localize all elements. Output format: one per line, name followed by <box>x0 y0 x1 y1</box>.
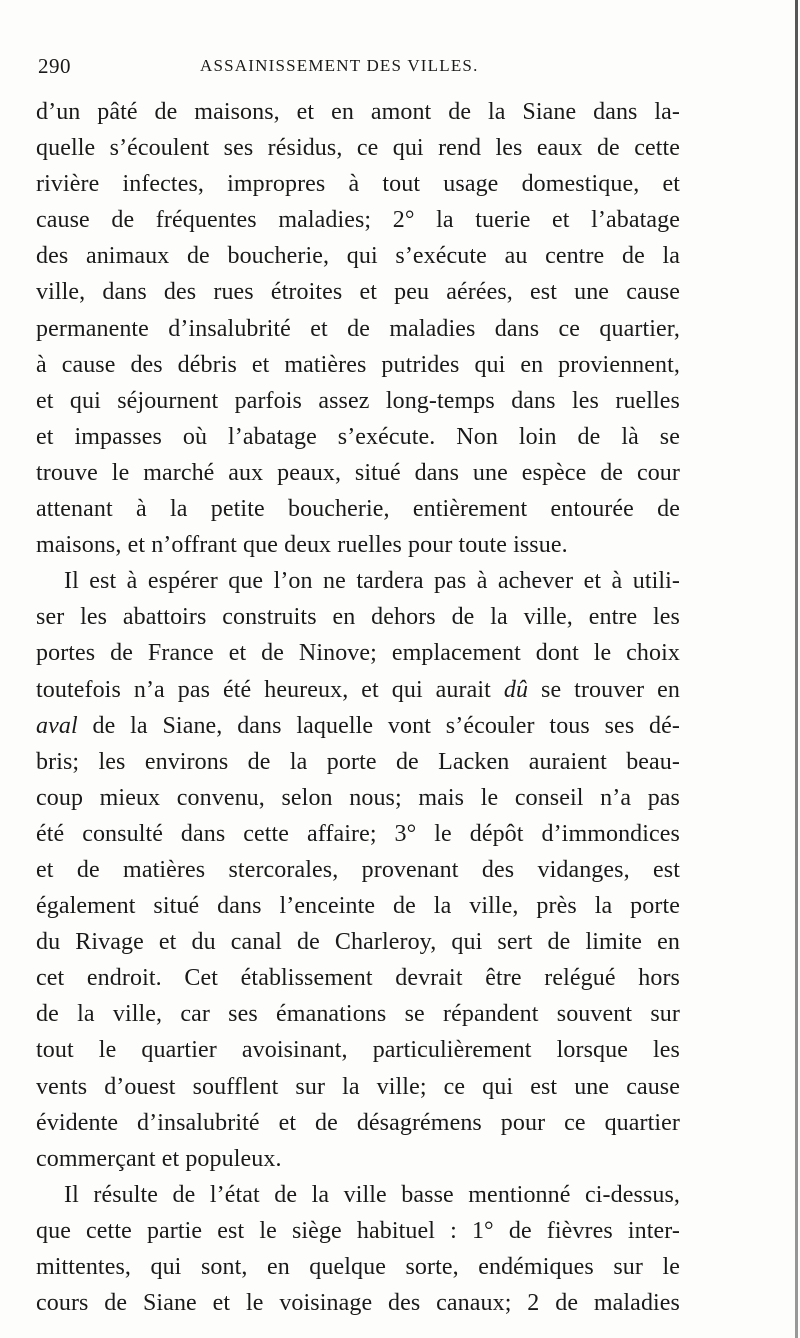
text-line: été consulté dans cette affaire; 3° le dépôt d’immondices <box>36 820 680 847</box>
text-line-with-italic <box>36 708 680 744</box>
paragraph-end-line: commerçant et populeux. <box>36 1145 282 1172</box>
text-line: cause de fréquentes maladies; 2° la tuerie et l’abatage <box>36 207 680 234</box>
text-line: de la ville, car ses émanations se répandent souvent sur <box>36 1001 680 1028</box>
text-line: que cette partie est le siège habituel : 1° de fièvres inter- <box>36 1217 680 1244</box>
line-text-post: de la Siane, dans laquelle vont s’écouler tous ses dé- <box>77 712 680 739</box>
running-title: ASSAINISSEMENT DES VILLES. <box>200 56 479 75</box>
text-line: des animaux de boucherie, qui s’exécute au centre de la <box>36 243 680 270</box>
text-line: permanente d’insalubrité et de maladies dans ce quartier, <box>36 315 680 342</box>
text-line: quelle s’écoulent ses résidus, ce qui rend les eaux de cette <box>36 135 680 162</box>
text-line-with-italic <box>36 672 680 708</box>
text-line: et qui séjournent parfois assez long-temps dans les ruelles <box>36 387 680 414</box>
text-line: bris; les environs de la porte de Lacken auraient beau- <box>36 748 680 775</box>
text-line: tout le quartier avoisinant, particulièrement lorsque les <box>36 1037 680 1064</box>
page-header <box>38 54 678 90</box>
text-line: à cause des débris et matières putrides qui en proviennent, <box>36 351 680 378</box>
italic-word: aval <box>36 712 78 739</box>
body-text <box>36 94 680 1321</box>
text-line: ville, dans des rues étroites et peu aérées, est une cause <box>36 279 680 306</box>
text-line: évidente d’insalubrité et de désagrémens pour ce quartier <box>36 1109 680 1136</box>
text-line: portes de France et de Ninove; emplacement dont le choix <box>36 640 680 667</box>
text-line: coup mieux convenu, selon nous; mais le conseil n’a pas <box>36 784 680 811</box>
text-line: trouve le marché aux peaux, situé dans une espèce de cour <box>36 459 680 486</box>
text-line: attenant à la petite boucherie, entièrement entourée de <box>36 496 680 523</box>
text-line: cours de Siane et le voisinage des canaux; 2 de maladies <box>36 1290 680 1317</box>
page-edge-shadow <box>795 0 798 1338</box>
text-line: cet endroit. Cet établissement devrait être relégué hors <box>36 965 680 992</box>
text-line: vents d’ouest soufflent sur la ville; ce qui est une cause <box>36 1073 680 1100</box>
text-line: et impasses où l’abatage s’exécute. Non loin de là se <box>36 423 680 450</box>
text-line: d’un pâté de maisons, et en amont de la Siane dans la- <box>36 99 680 125</box>
page-number: 290 <box>38 54 71 78</box>
text-line: mittentes, qui sont, en quelque sorte, endémiques sur le <box>36 1254 680 1280</box>
text-line: ser les abattoirs construits en dehors de la ville, entre les <box>36 604 680 631</box>
text-line: rivière infectes, impropres à tout usage domestique, et <box>36 171 680 198</box>
text-line: du Rivage et du canal de Charleroy, qui sert de limite en <box>36 929 680 956</box>
text-line: et de matières stercorales, provenant des vidanges, est <box>36 856 680 883</box>
paragraph-start-line: Il est à espérer que l’on ne tardera pas à achever et à utili- <box>64 568 680 595</box>
paragraph-end-line: maisons, et n’offrant que deux ruelles pour toute issue. <box>36 532 568 559</box>
text-line: également situé dans l’enceinte de la ville, près la porte <box>36 893 680 920</box>
line-text-post: se trouver en <box>528 676 680 703</box>
italic-word: dû <box>503 676 529 703</box>
line-text-pre: toutefois n’a pas été heureux, et qui aurait <box>36 676 504 703</box>
paragraph-start-line: Il résulte de l’état de la ville basse mentionné ci-dessus, <box>64 1181 680 1208</box>
